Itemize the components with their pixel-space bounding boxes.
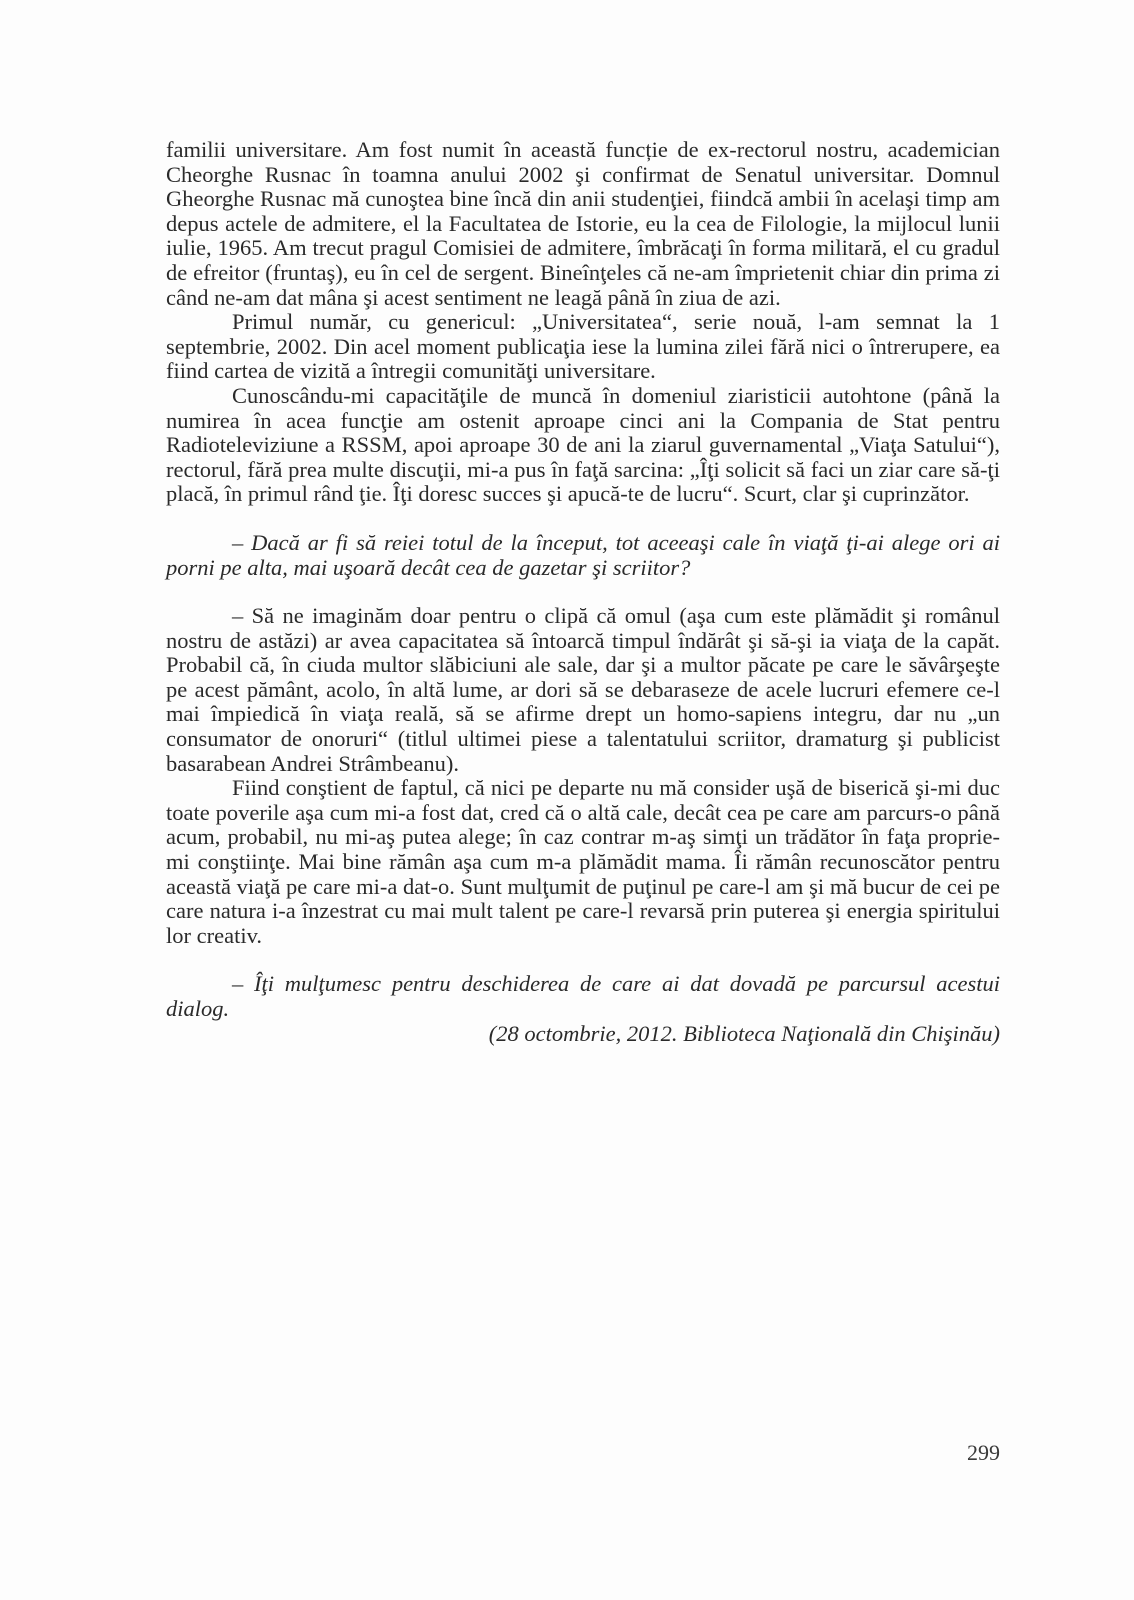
spacer [166, 948, 1000, 972]
paragraph: Fiind conştient de faptul, că nici pe departe nu mă consider uşă de biserică şi-mi duc toate poverile aşa cum mi-a fost dat, cred că o altă cale, decât cea pe care am parcurs-o până acum, probabil, nu mi-aş putea alege; în caz contrar m-aş simţi un trădător în faţa proprie-mi conştiinţe. Mai bine rămân aşa cum m-a plămădit mama. Îi rămân recunoscător pentru această viaţă pe care mi-a dat-o. Sunt mulţumit de puţinul pe care-l am şi mă bucur de cei pe care natura i-a înzestrat cu mai mult talent pe care-l revarsă prin puterea şi energia spiritului lor creativ. [166, 775, 1000, 948]
interview-question: – Dacă ar fi să reiei totul de la început, tot aceeaşi cale în viaţă ţi-ai alege ori ai porni pe alta, mai uşoară decât cea de gazetar şi scriitor? [166, 529, 1000, 580]
spacer [166, 580, 1000, 604]
spacer [166, 507, 1000, 531]
paragraph: Cunoscându-mi capacităţile de muncă în domeniul ziaristicii autohtone (până la numirea în acea funcţie am ostenit aproape cinci ani la Compania de Stat pentru Radioteleviziune a RSSM, apoi aproape 30 de ani la ziarul guvernamental „Viaţa Satului“), rectorul, fără prea multe discuţii, mi-a pus în faţă sarcina: „Îţi solicit să faci un ziar care să-ţi placă, în primul rând ţie. Îţi doresc succes şi apucă-te de lucru“. Scurt, clar şi cuprinzător. [166, 382, 1000, 507]
interview-answer: – Să ne imaginăm doar pentru o clipă că omul (aşa cum este plămădit şi românul nostru de astăzi) ar avea capacitatea să întoarcă timpul îndărât şi să-şi ia viaţa de la capăt. Probabil că, în ciuda multor slăbiciuni ale sale, dar şi a multor păcate pe care le săvârşeşte pe acest pământ, acolo, în altă lume, ar dori să se debaraseze de acele lucruri efemere ce-l mai împiedică în viaţa reală, să se afirme drept un homo-sapiens integru, dar nu „un consumator de onoruri“ (titlul ultimei piese a talentatului scriitor, dramaturg şi publicist basarabean Andrei Strâmbeanu). [166, 603, 1000, 776]
dateline: (28 octombrie, 2012. Biblioteca Naţională din Chişinău) [488, 1020, 1000, 1046]
page-number: 299 [967, 1440, 1000, 1465]
body-text [166, 138, 1000, 1046]
paragraph: Primul număr, cu genericul: „Universitatea“, serie nouă, l-am semnat la 1 septembrie, 2002. Din acel moment publicaţia iese la lumina zilei fără nici o întrerupere, ea fiind cartea de vizită a întregii comunităţi universitare. [166, 309, 1000, 384]
paragraph-continuation: familii universitare. Am fost numit în această funcție de ex-rectorul nostru, academician Cheorghe Rusnac în toamna anului 2002 şi confirmat de Senatul universitar. Domnul Gheorghe Rusnac mă cunoştea bine încă din anii studenţiei, fiindcă ambii în acelaşi timp am depus actele de admitere, el la Facultatea de Istorie, eu la cea de Filologie, la mijlocul lunii iulie, 1965. Am trecut pragul Comisiei de admitere, îmbrăcaţi în forma militară, el cu gradul de efreitor (fruntaş), eu în cel de sergent. Bineînţeles că ne-am împrietenit chiar din prima zi când ne-am dat mâna şi acest sentiment ne leagă până în ziua de azi. [166, 137, 1000, 310]
interview-closing: – Îţi mulţumesc pentru deschiderea de care ai dat dovadă pe parcursul acestui dialog. [166, 971, 1000, 1021]
